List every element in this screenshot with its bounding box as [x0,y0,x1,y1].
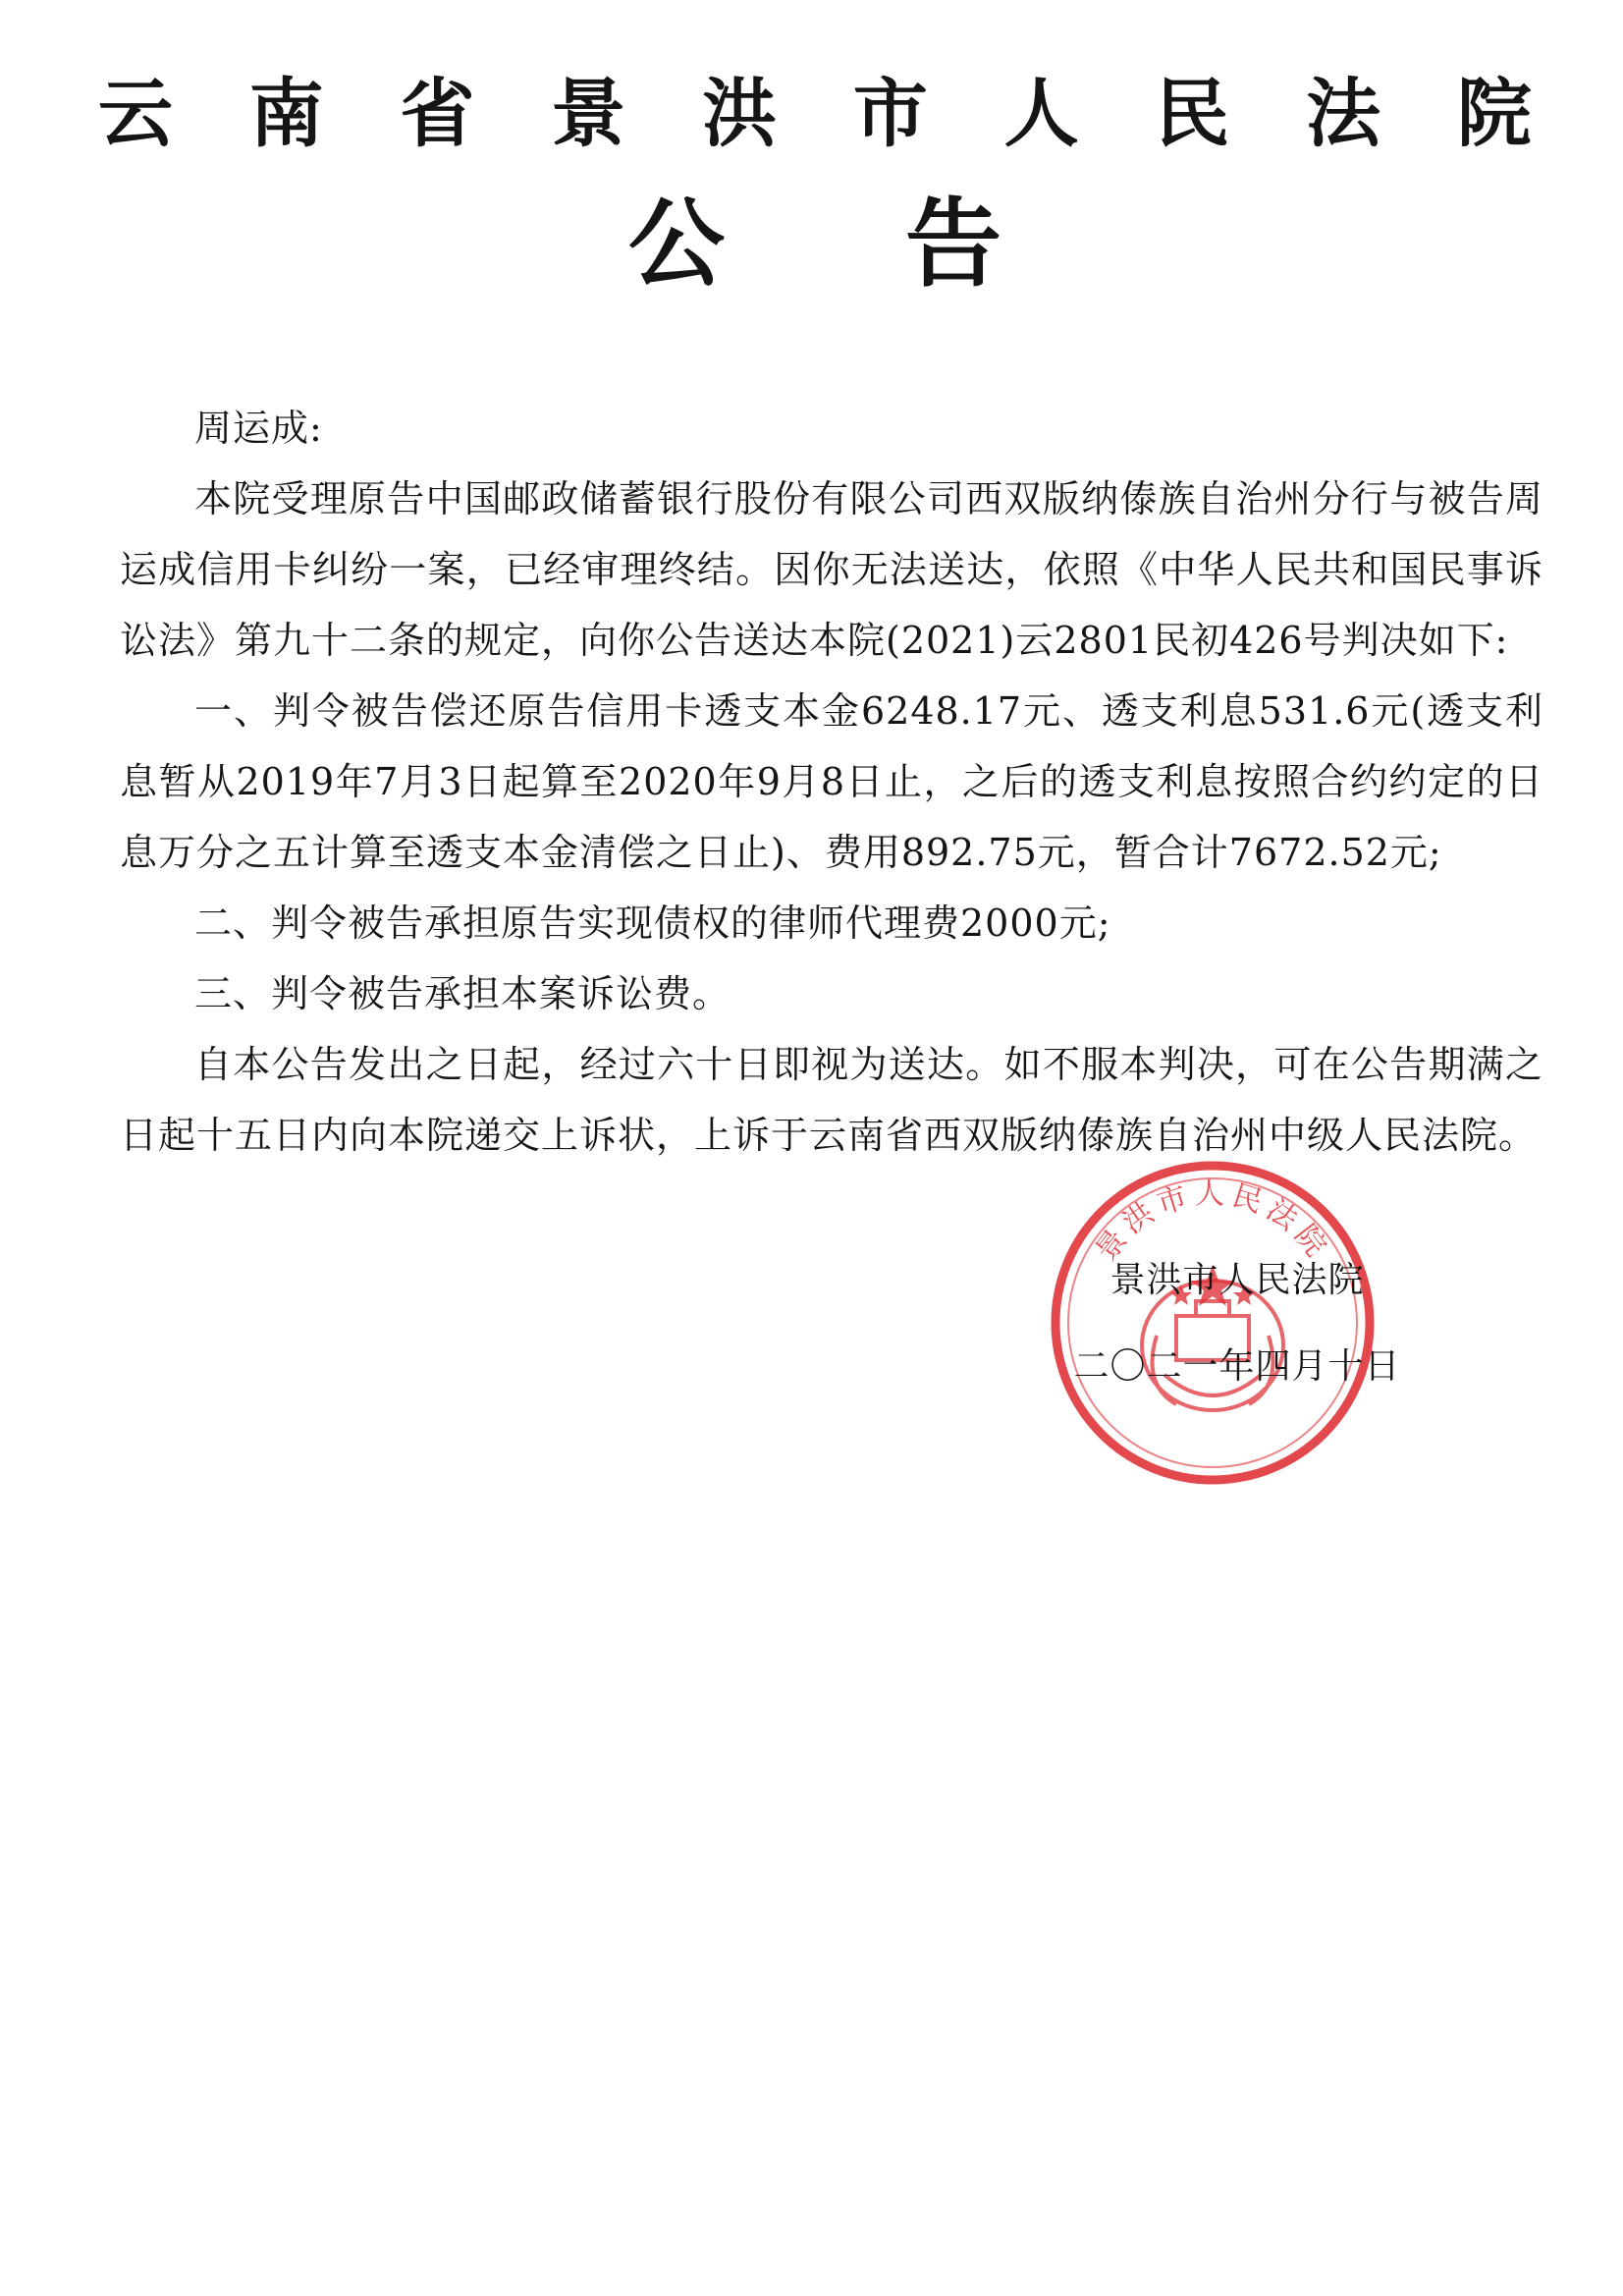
court-name-char: 洪 [702,70,778,157]
court-name-char: 南 [248,70,324,157]
notice-body [120,393,1543,1171]
court-name-char: 人 [1003,70,1079,157]
title-char: 告 [904,188,1001,301]
document-title [628,188,1001,301]
court-name-char: 民 [1155,70,1230,157]
paragraph-ruling-1: 一、判令被告偿还原告信用卡透支本金6248.17元、透支利息531.6元(透支利息暂从2019年7月3日起算至2020年9月8日止，之后的透支利息按照合约约定的日息万分之五计算至透支本金清偿之日止)、费用892.75元，暂合计7672.52元; [120,689,1543,874]
paragraph-service-appeal: 自本公告发出之日起，经过六十日即视为送达。如不服本判决，可在公告期满之日起十五日内向本院递交上诉状，上诉于云南省西双版纳傣族自治州中级人民法院。 [120,1043,1543,1157]
court-name-char: 市 [852,70,928,157]
signature-date: 二〇二一年四月十日 [1073,1346,1401,1387]
paragraph-ruling-3: 三、判令被告承担本案诉讼费。 [194,972,731,1015]
court-name-heading [98,70,1532,157]
signer-court: 景洪市人民法院 [1109,1260,1365,1300]
court-name-char: 院 [1456,70,1532,157]
court-name-char: 省 [400,70,475,157]
salutation: 周运成: [194,407,323,450]
court-name-char: 法 [1306,70,1381,157]
seal-ring-text: 景洪市人民法院 [1089,1176,1336,1268]
paragraph-case-intro: 本院受理原告中国邮政储蓄银行股份有限公司西双版纳傣族自治州分行与被告周运成信用卡纠纷一案，已经审理终结。因你无法送达，依照《中华人民共和国民事诉讼法》第九十二条的规定，向你公告送达本院(2021)云2801民初426号判决如下: [120,477,1543,662]
title-char: 公 [628,188,726,301]
paragraph-ruling-2: 二、判令被告承担原告实现债权的律师代理费2000元; [194,902,1111,945]
signature-block [1051,1237,1424,1410]
court-name-char: 景 [551,70,626,157]
court-name-char: 云 [98,70,173,157]
